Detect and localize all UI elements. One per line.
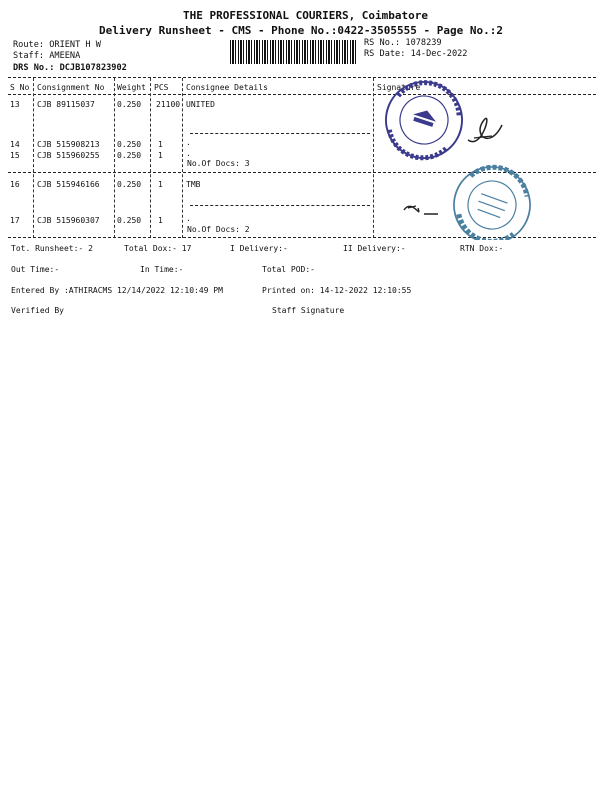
cell-sno: 15 <box>10 151 20 160</box>
rs-number: RS No.: 1078239 <box>364 38 442 48</box>
cell-weight: 0.250 <box>117 100 142 109</box>
runsheet-subtitle: Delivery Runsheet - CMS - Phone No.:0422-3505555 - Page No.:2 <box>99 24 503 37</box>
rs-date: RS Date: 14-Dec-2022 <box>364 49 468 59</box>
docs-count: No.Of Docs: 3 <box>187 159 250 168</box>
total-pod: Total POD:- <box>262 265 315 274</box>
cell-consignment: CJB 515960255 <box>37 151 100 160</box>
cell-consignment: CJB 515960307 <box>37 216 100 225</box>
cell-pcs: 1 <box>158 180 163 189</box>
cell-pcs: 1 <box>158 216 163 225</box>
cell-sno: 16 <box>10 180 20 189</box>
verified-by: Verified By <box>11 306 64 315</box>
divider <box>190 133 370 134</box>
cell-sno: 17 <box>10 216 20 225</box>
cell-sno: 14 <box>10 140 20 149</box>
divider <box>8 77 596 78</box>
staff-text: Staff: AMEENA <box>13 51 81 61</box>
signature-mark <box>468 118 502 141</box>
divider <box>190 205 370 206</box>
ii-delivery: II Delivery:- <box>343 244 406 253</box>
printed-on: Printed on: 14-12-2022 12:10:55 <box>262 286 412 295</box>
cell-pcs: 1 <box>158 140 163 149</box>
signature-mark <box>404 206 438 214</box>
col-header-weight: Weight <box>117 83 146 92</box>
in-time: In Time:- <box>140 265 184 274</box>
cell-pcs: 21100 <box>156 100 181 109</box>
drs-number: DRS No.: DCJB107823902 <box>13 63 127 73</box>
bank-stamp <box>443 156 540 240</box>
cell-weight: 0.250 <box>117 151 142 160</box>
barcode <box>230 40 358 64</box>
total-dox: Total Dox:- 17 <box>124 244 192 253</box>
docs-count: No.Of Docs: 2 <box>187 225 250 234</box>
col-header-consignee: Consignee Details <box>186 83 268 92</box>
cell-details: TMB <box>186 180 201 189</box>
out-time: Out Time:- <box>11 265 60 274</box>
col-header-sno: S No <box>10 83 30 92</box>
rtn-dox: RTN Dox:- <box>460 244 504 253</box>
cell-details: . <box>186 138 191 147</box>
cell-weight: 0.250 <box>117 216 142 225</box>
entered-by: Entered By :ATHIRACMS 12/14/2022 12:10:49 PM <box>11 286 223 295</box>
column-separator <box>114 78 115 238</box>
total-runsheet: Tot. Runsheet:- 2 <box>11 244 93 253</box>
column-separator <box>33 78 34 238</box>
column-separator <box>150 78 151 238</box>
company-title: THE PROFESSIONAL COURIERS, Coimbatore <box>183 9 429 22</box>
route-text: Route: ORIENT H W <box>13 40 101 50</box>
cell-consignment: CJB 89115037 <box>37 100 95 109</box>
cell-weight: 0.250 <box>117 180 142 189</box>
i-delivery: I Delivery:- <box>230 244 288 253</box>
insurance-stamp <box>376 80 472 168</box>
col-header-pcs: PCS <box>154 83 169 92</box>
cell-details: UNITED <box>186 100 215 109</box>
cell-details: . <box>186 149 191 158</box>
cell-details: . <box>186 214 191 223</box>
stamps-and-signatures <box>372 80 592 240</box>
column-separator <box>182 78 183 238</box>
cell-sno: 13 <box>10 100 20 109</box>
cell-weight: 0.250 <box>117 140 142 149</box>
col-header-signature: Signature <box>377 83 421 92</box>
col-header-consignment: Consignment No <box>37 83 105 92</box>
cell-consignment: CJB 515908213 <box>37 140 100 149</box>
staff-signature: Staff Signature <box>272 306 345 315</box>
cell-pcs: 1 <box>158 151 163 160</box>
cell-consignment: CJB 515946166 <box>37 180 100 189</box>
